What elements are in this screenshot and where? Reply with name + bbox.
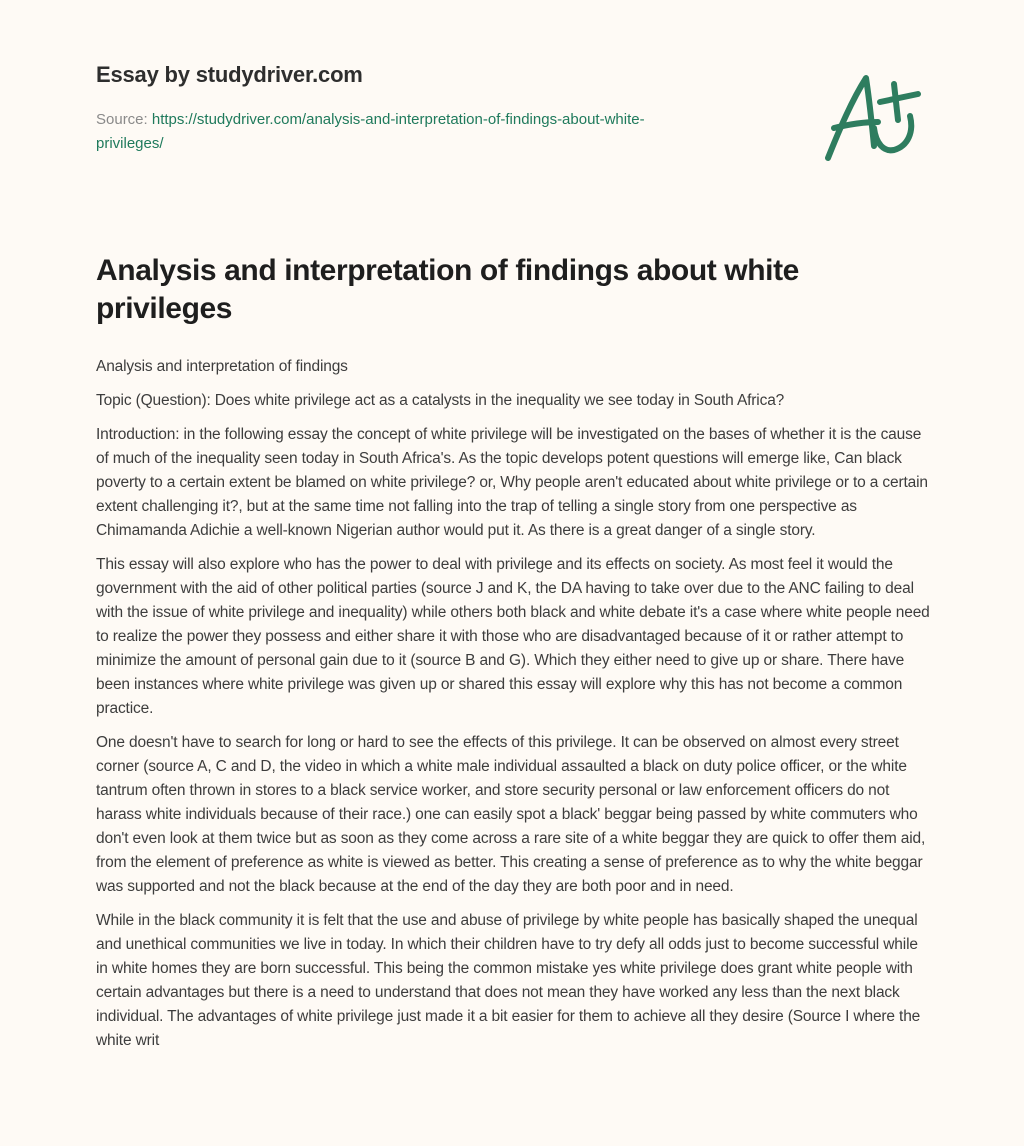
paragraph-topic: Topic (Question): Does white privilege act as a catalysts in the inequality we see today in South Africa?	[96, 392, 785, 409]
paragraph: One doesn't have to search for long or hard to see the effects of this privilege. It can be observed on almost every street corner (source A, C and D, the video in which a white male individual assaulted a black on duty police officer, or the white tantrum often thrown in stores to a black service worker, and store security personal or law enforcement officers do not harass white individuals because of their race.) one can easily spot a black' beggar being passed by white commuters who don't even look at them twice but as soon as they come across a rare site of a white beggar they are quick to offer them aid, from the element of preference as white is viewed as better. This creating a sense of preference as to why the white beggar was supported and not the black because at the end of the day they are both poor and in need.	[96, 734, 926, 895]
source-link[interactable]: https://studydriver.com/analysis-and-interpretation-of-findings-about-white- privileges/	[96, 111, 645, 152]
article-subtitle: Analysis and interpretation of findings	[96, 358, 348, 375]
paragraph: While in the black community it is felt that the use and abuse of privilege by white people has basically shaped the unequal and unethical communities we live in today. In which their children have to try defy all odds just to become successful while in white homes they are born successful. This being the common mistake yes white privilege does grant white people with certain advantages but there is a need to understand that does not mean they have worked any less than the next black individual. The advantages of white privilege just made it a bit easier for them to achieve all they desire (Source I where the white writ	[96, 912, 921, 1049]
site-title: Essay by studydriver.com	[96, 62, 363, 87]
article-title: Analysis and interpretation of findings about white privileges	[96, 254, 799, 325]
page-header	[96, 62, 796, 156]
article-body	[96, 355, 930, 1053]
source-line	[96, 108, 796, 156]
source-label: Source:	[96, 111, 148, 128]
paragraph-introduction: Introduction: in the following essay the concept of white privilege will be investigated on the bases of whether it is the cause of much of the inequality seen today in South Africa's. As the topic develops potent questions will emerge like, Can black poverty to a certain extent be blamed on white privilege? or, Why people aren't educated about white privilege or to a certain extent challenging it?, but at the same time not falling into the trap of telling a single story from one perspective as Chimamanda Adichie a well-known Nigerian author would put it. As there is a great danger of a single story.	[96, 426, 928, 539]
a-plus-logo-icon	[818, 64, 938, 174]
paragraph: This essay will also explore who has the power to deal with privilege and its effects on society. As most feel it would the government with the aid of other political parties (source J and K, the DA having to take over due to the ANC failing to deal with the issue of white privilege and inequality) while others both black and white debate it's a case where white people need to realize the power they possess and either share it with those who are disadvantaged because of it or rather attempt to minimize the amount of personal gain due to it (source B and G). Which they either need to give up or share. There have been instances where white privilege was given up or shared this essay will explore why this has not become a common practice.	[96, 556, 930, 717]
article	[96, 252, 930, 1063]
